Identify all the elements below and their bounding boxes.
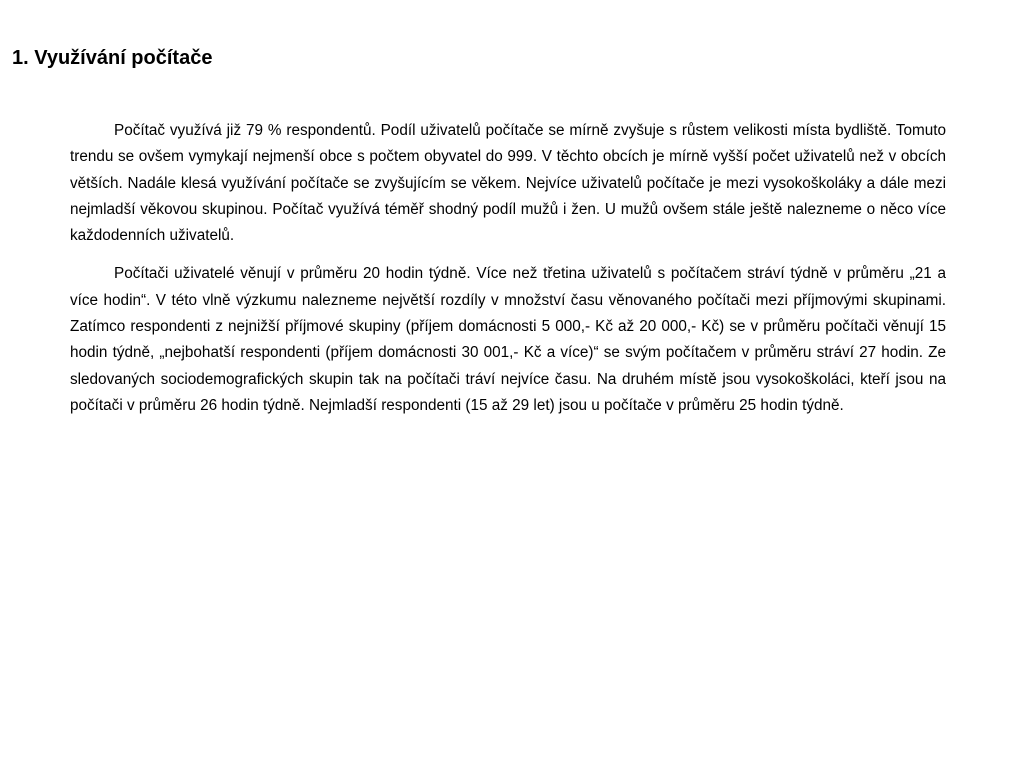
document-body bbox=[70, 118, 946, 431]
paragraph-computer-usage: Počítač využívá již 79 % respondentů. Podíl uživatelů počítače se mírně zvyšuje s růstem velikosti místa bydliště. Tomuto trendu se ovšem vymykají nejmenší obce s počtem obyvatel do 999. V těchto obcích je mírně vyšší počet uživatelů než v obcích větších. Nadále klesá využívání počítače se zvyšujícím se věkem. Nejvíce uživatelů počítače je mezi vysokoškoláky a dále mezi nejmladší věkovou skupinou. Počítač využívá téměř shodný podíl mužů i žen. U mužů ovšem stále ještě nalezneme o něco více každodenních uživatelů. bbox=[70, 122, 946, 245]
section-heading: 1. Využívání počítače bbox=[12, 47, 213, 69]
paragraph-time-spent: Počítači uživatelé věnují v průměru 20 hodin týdně. Více než třetina uživatelů s počítačem stráví týdně v průměru „21 a více hodin“. V této vlně výzkumu nalezneme největší rozdíly v množství času věnovaného počítači mezi příjmovými skupinami. Zatímco respondenti z nejnižší příjmové skupiny (příjem domácnosti 5 000,- Kč až 20 000,- Kč) se v průměru počítači věnují 15 hodin týdně, „nejbohatší respondenti (příjem domácnosti 30 001,- Kč a více)“ se svým počítačem v průměru stráví 27 hodin. Ze sledovaných sociodemografických skupin tak na počítači tráví nejvíce času. Na druhém místě jsou vysokoškoláci, kteří jsou na počítači v průměru 26 hodin týdně. Nejmladší respondenti (15 až 29 let) jsou u počítače v průměru 25 hodin týdně. bbox=[70, 265, 946, 414]
